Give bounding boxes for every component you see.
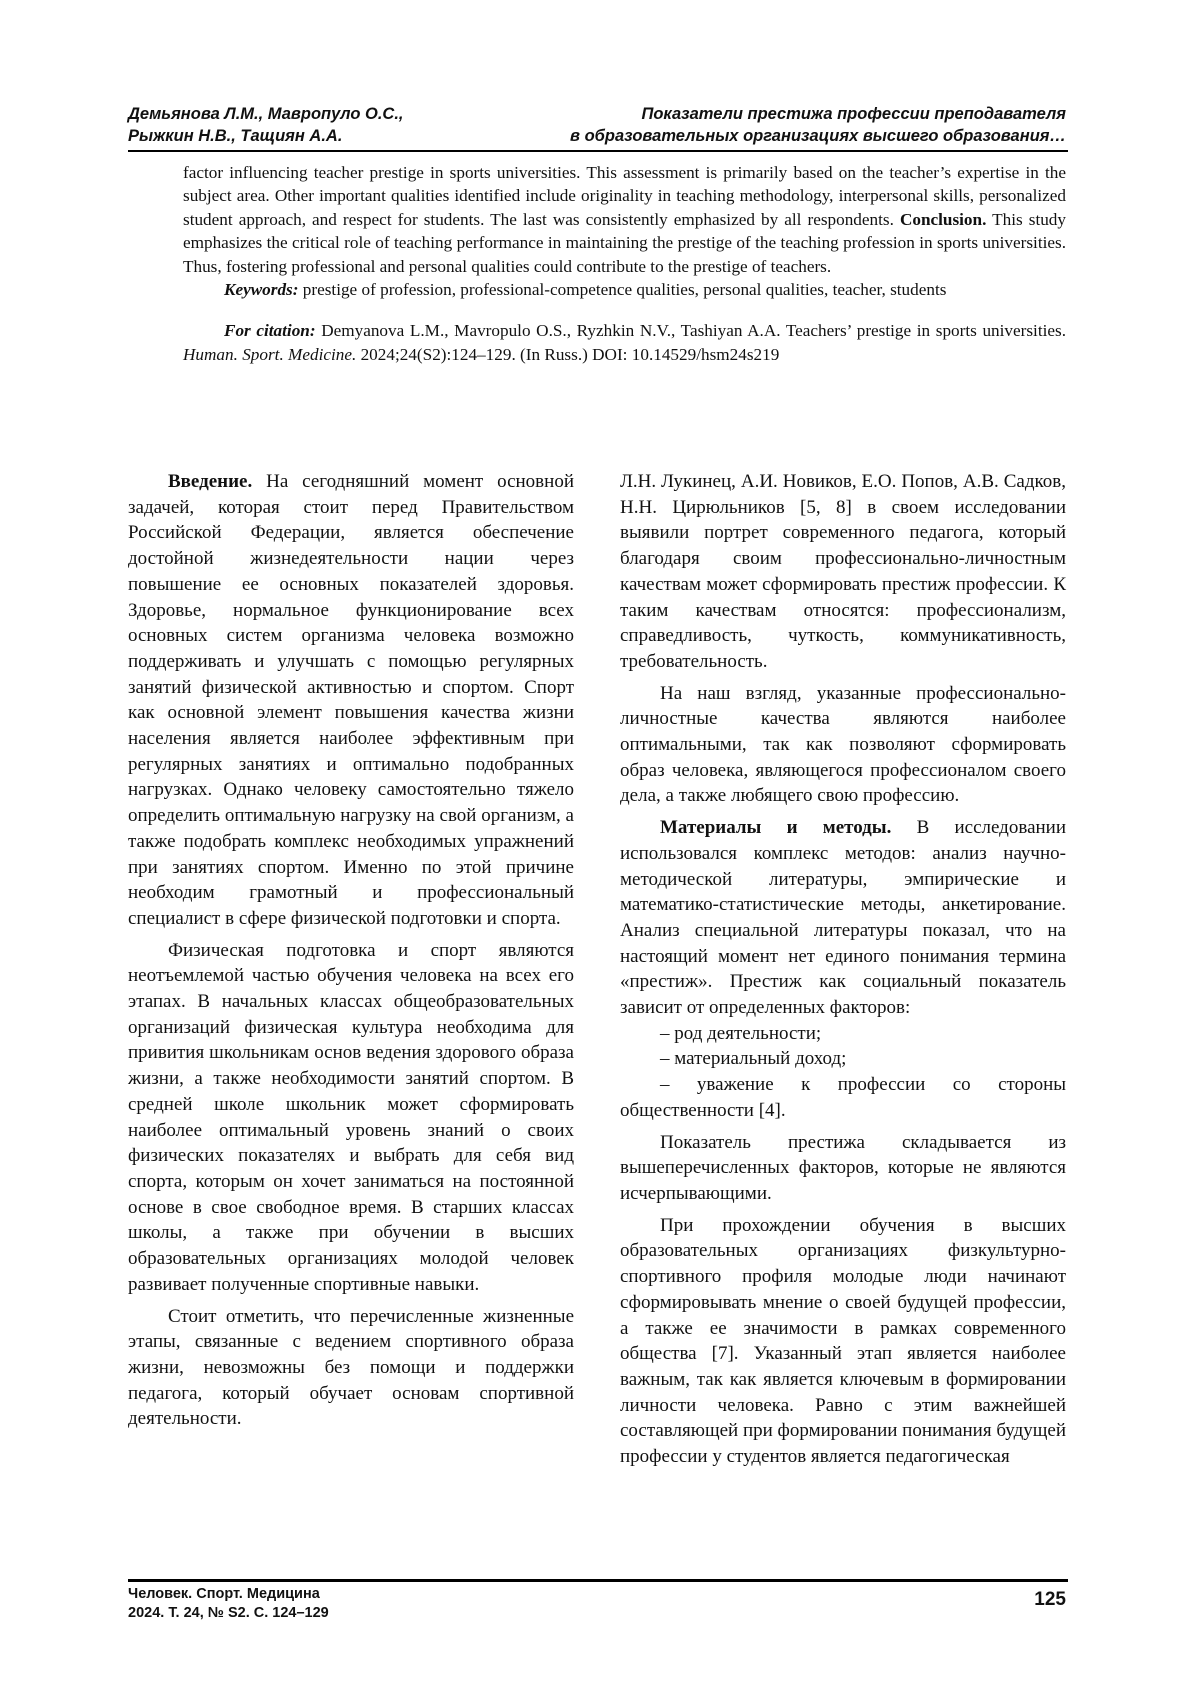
list-item: – род деятельности; [660,1022,822,1044]
header-divider [128,150,1068,152]
footer-journal-info [128,1585,329,1623]
english-abstract [183,161,1066,366]
body-paragraph: На наш взгляд, указанные профессионально-личностные качества являются наиболее оптимальными, так как позволяют сформировать образ человека, являющегося профессионалом своего дела, а также любящего свою профессию. [620,682,1066,807]
citation-rest: 2024;24(S2):124–129. (In Russ.) DOI: 10.14529/hsm24s219 [356,344,780,364]
header-authors-line2: Рыжкин Н.В., Тащиян А.А. [128,127,343,145]
conclusion-label: Conclusion. [899,209,987,229]
body-paragraph: При прохождении обучения в высших образовательных организациях физкультурно-спортивного профиля молодые люди начинают сформировывать мнение о своей будущей профессии, а также ее значимости в рамках современного общества [7]. Указанный этап является наиболее важным, так как является ключевым в формировании личности человека. Равно с этим важнейшей составляющей при формировании понимания будущей профессии у студентов является педагогическая [620,1214,1066,1468]
introduction-text: На сегодняшний момент основной задачей, которая стоит перед Правительством Российской Федерации, является обеспечение достойной жизнедеятельности нации через повышение ее основных показателей здоровья. Здоровье, нормальное функционирование всех основных систем организма человека возможно поддерживать и улучшать с помощью регулярных занятий физической активностью и спортом. Спорт как основной элемент повышения качества жизни населения является наиболее эффективным при регулярных занятиях и оптимально подобранных нагрузках. Однако человеку самостоятельно тяжело определить оптимальную нагрузку на свой организм, а также подобрать комплекс необходимых упражнений при занятиях спортом. Именно по этой причине необходим грамотный и профессиональный специалист в сфере физической подготовки и спорта. [128,471,574,929]
list-item: – материальный доход; [660,1048,847,1070]
footer-journal-name: Человек. Спорт. Медицина [128,1586,320,1602]
header-authors [128,103,404,147]
header-authors-line1: Демьянова Л.М., Мавропуло О.С., [128,105,404,123]
body-column-right [620,469,1066,1476]
citation [183,319,1066,366]
keywords-text: prestige of profession, professional-competence qualities, personal qualities, teacher, students [298,280,947,300]
footer-divider [128,1579,1068,1582]
header-title-line1: Показатели престижа профессии преподавателя [641,105,1066,123]
introduction-label: Введение. [168,471,253,492]
footer-issue-info: 2024. Т. 24, № S2. С. 124–129 [128,1605,329,1621]
citation-journal: Human. Sport. Medicine. [183,344,357,364]
methods-text: В исследовании использовался комплекс методов: анализ научно-методической литературы, эмпирические и математико-статистические методы, анкетирование. Анализ специальной литературы показал, что на настоящий момент нет единого понимания термина «престиж». Престиж как социальный показатель зависит от определенных факторов: [620,817,1067,1019]
body-column-left [128,469,574,1438]
keywords-label: Keywords: [224,280,299,300]
body-paragraph: Показатель престижа складывается из вышеперечисленных факторов, которые не являются исчерпывающими. [620,1131,1066,1204]
header-title-line2: в образовательных организациях высшего образования… [570,127,1066,145]
introduction-paragraph [128,469,574,932]
running-header [128,103,1066,151]
abstract-text-part1: factor influencing teacher prestige in sports universities. This assessment is primarily based on the teacher’s expertise in the subject area. Other important qualities identified include originality in teaching methodology, interpersonal skills, personalized student approach, and respect for students. The last was consistently emphasized by all respondents. [183,163,1066,229]
keywords [183,278,1066,301]
list-item: – уважение к профессии со стороны общественности [4]. [620,1074,1066,1121]
methods-paragraph [620,815,1066,1021]
body-paragraph: Физическая подготовка и спорт являются неотъемлемой частью обучения человека на всех его этапах. В начальных классах общеобразовательных организаций физическая культура необходима для привития школьникам основ ведения здорового образа жизни, а также необходимости занятий спортом. В средней школе школьник может сформировать наиболее оптимальный уровень знаний о своих физических показателях и выбрать для себя вид спорта, которым он хочет заниматься на постоянной основе в свое свободное время. В старших классах школы, а также при обучении в высших образовательных организациях молодой человек развивает полученные спортивные навыки. [128,939,574,1295]
body-paragraph: Стоит отметить, что перечисленные жизненные этапы, связанные с ведением спортивного образа жизни, невозможны без помощи и поддержки педагога, который обучает основам спортивной деятельности. [128,1305,574,1430]
abstract-text-part2: This study emphasizes the critical role of teaching performance in maintaining the prestige of the teaching profession in sports universities. Thus, fostering professional and personal qualities could contribute to the prestige of teachers. [183,209,1066,276]
body-paragraph-continued: Л.Н. Лукинец, А.И. Новиков, Е.О. Попов, А.В. Садков, Н.Н. Цирюльников [5, 8] в своем исследовании выявили портрет современного педагога, который благодаря своим профессионально-личностным качествам может сформировать престиж профессии. К таким качествам относятся: профессионализм, справедливость, чуткость, коммуникативность, требовательность. [620,471,1066,672]
abstract-paragraph [183,161,1066,278]
page-number: 125 [1034,1589,1066,1610]
methods-label: Материалы и методы. [660,817,892,839]
citation-authors: Demyanova L.M., Mavropulo O.S., Ryzhkin N.V., Tashiyan A.A. Teachers’ prestige in sports universities. [315,321,1066,341]
citation-label: For citation: [224,321,316,341]
header-article-title [570,103,1066,147]
